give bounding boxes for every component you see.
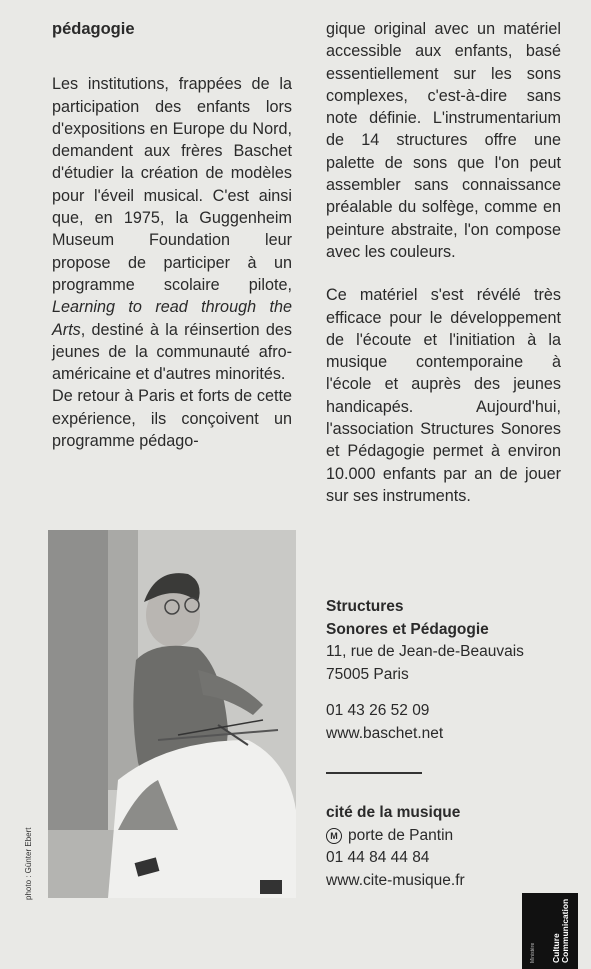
- ministry-logo: [522, 893, 578, 969]
- logo-line: Culture: [551, 933, 561, 963]
- logo-small-text: Ministère: [530, 942, 536, 963]
- phone-number: 01 44 84 44 84: [326, 849, 430, 866]
- paragraph-text: Les institutions, frappées de la participation des enfants lors d'expositions en Europe du Nord, demandent aux frères Baschet d'étudier la création de modèles pour l'éveil musical. C'est ainsi que, en 1975, la Guggenheim Museum Foundation leur propose de participer à un programme scolaire pilote,: [52, 75, 292, 294]
- photo-credit: photo : Günter Ebert: [24, 827, 33, 900]
- logo-text: [552, 899, 570, 963]
- photo-illustration: [48, 530, 296, 898]
- cite-block: [326, 802, 561, 892]
- metro-station: porte de Pantin: [348, 826, 454, 844]
- address-line: 11, rue de Jean-de-Beauvais: [326, 643, 524, 660]
- organization-name: Structures: [326, 598, 404, 615]
- address-line: 75005 Paris: [326, 665, 409, 683]
- metro-line: [326, 825, 561, 848]
- body-paragraph: De retour à Paris et forts de cette expérience, ils conçoivent un programme pédago-: [52, 387, 292, 451]
- left-column: [52, 18, 292, 452]
- phone-number: 01 43 26 52 09: [326, 702, 430, 719]
- program-title: Learning to read through the Arts: [52, 298, 292, 339]
- body-paragraph: Ce matériel s'est révélé très efficace pour le développement de l'écoute et l'initiation à la musique contemporaine à l'école et auprès des jeunes handicapés. Aujourd'hui, l'association Structures Sonores et Pédagogie permet à environ 10.000 enfants par an de jouer sur ses instruments.: [326, 286, 561, 505]
- metro-icon: M: [326, 828, 342, 844]
- website-link[interactable]: www.cite-musique.fr: [326, 871, 465, 889]
- right-column: [326, 18, 561, 507]
- website-link[interactable]: www.baschet.net: [326, 724, 444, 742]
- child-with-instrument-photo: [48, 530, 296, 898]
- paragraph-text: , destiné à la réinsertion des jeunes de la communauté afro-américaine et d'autres minorités.: [52, 320, 292, 384]
- body-paragraph: [52, 73, 292, 385]
- divider: [326, 772, 422, 774]
- venue-name: cité de la musique: [326, 804, 461, 821]
- section-heading: pédagogie: [52, 20, 135, 38]
- organization-name: Sonores et Pédagogie: [326, 620, 489, 638]
- logo-line: Communication: [560, 898, 570, 963]
- contact-block: [326, 596, 561, 745]
- body-paragraph: gique original avec un matériel accessible aux enfants, basé essentiellement sur les sons complexes, c'est-à-dire sans note définie. L'instrumentarium de 14 structures offre une palette de sons que l'on peut assembler sans connaissance préalable du solfège, comme en peinture abstraite, l'on compose avec les couleurs.: [326, 20, 561, 261]
